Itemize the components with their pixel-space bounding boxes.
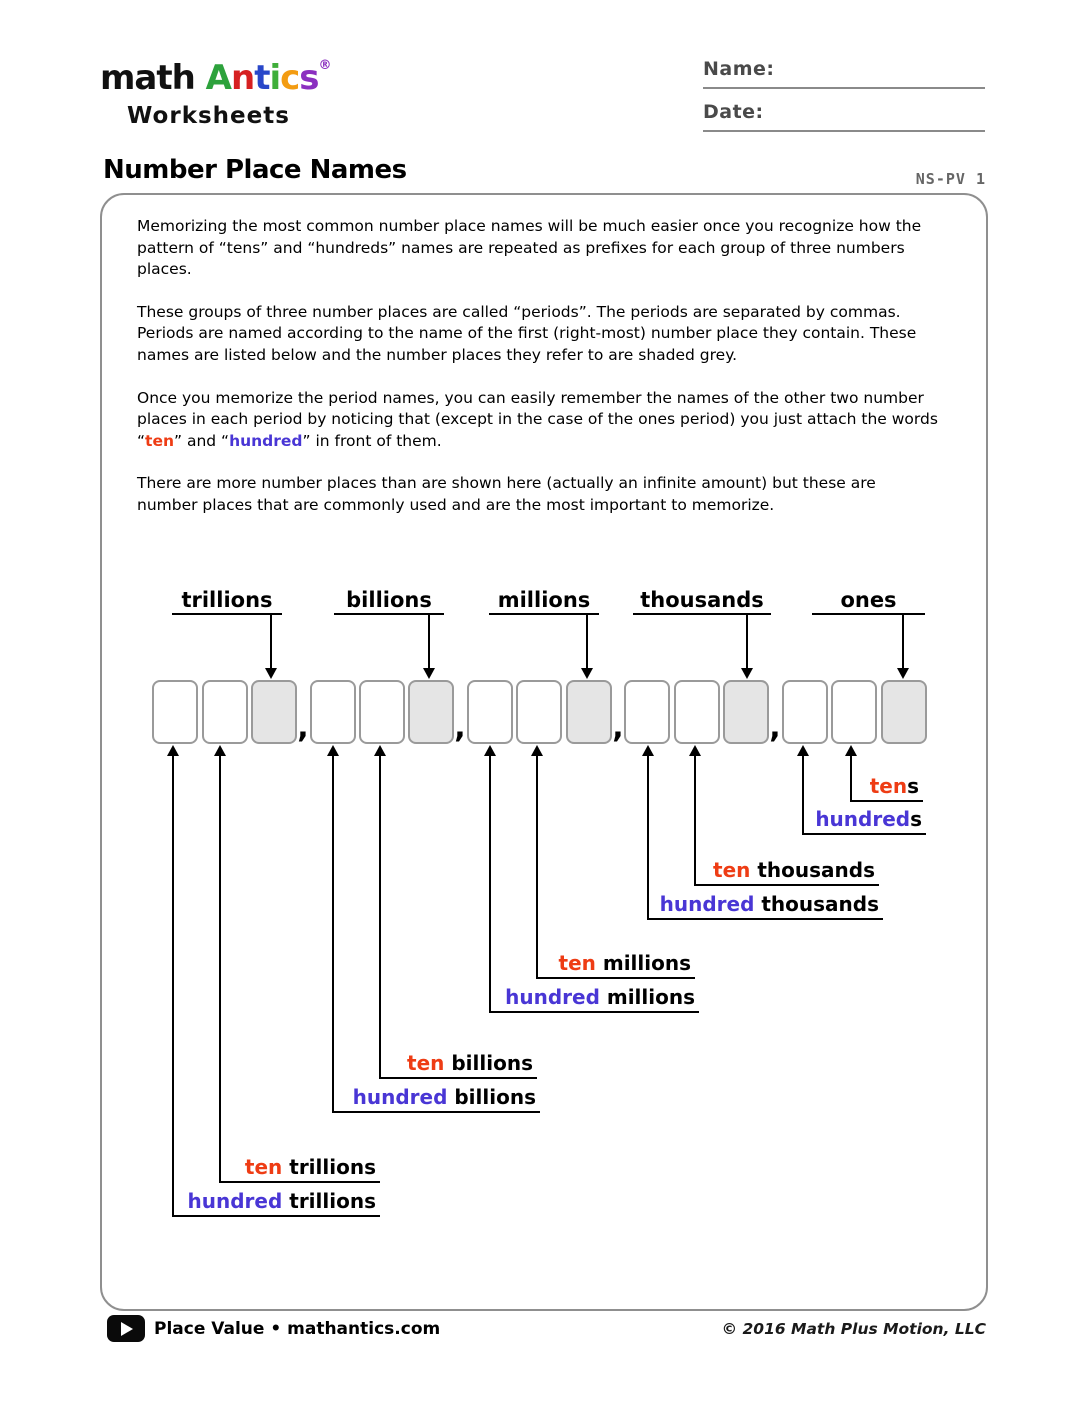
- up-arrowhead-icon: [689, 745, 701, 756]
- footer-label: Place Value • mathantics.com: [154, 1319, 441, 1339]
- comma-separator: ,: [612, 710, 624, 745]
- copyright: © 2016 Math Plus Motion, LLC: [721, 1320, 986, 1338]
- down-arrow: [902, 615, 904, 670]
- place-box-ones-shaded: [881, 680, 927, 744]
- place-box-ten-billions: [359, 680, 405, 744]
- up-arrow: [379, 756, 381, 1079]
- place-box-ten-trillions: [202, 680, 248, 744]
- up-arrowhead-icon: [642, 745, 654, 756]
- place-box-trillions-shaded: [251, 680, 297, 744]
- place-label-hundred-trillions: [173, 1187, 380, 1217]
- place-label-rest: trillions: [282, 1189, 376, 1213]
- name-label: Name:: [703, 58, 775, 80]
- hundred-word: hundred: [229, 431, 303, 450]
- place-label-tens: [851, 772, 923, 802]
- down-arrowhead-icon: [423, 668, 435, 679]
- place-box-hundred-billions: [310, 680, 356, 744]
- place-label-rest: billions: [447, 1085, 536, 1109]
- period-label-billions: [334, 584, 444, 615]
- down-arrow: [746, 615, 748, 670]
- up-arrowhead-icon: [214, 745, 226, 756]
- paragraph-3-text: Once you memorize the period names, you can easily remember the names of the other two number places in each period by noticing that (except in the case of the ones period) you just attach the words “: [137, 388, 938, 450]
- place-label-rest: millions: [599, 985, 695, 1009]
- comma-separator: ,: [769, 710, 781, 745]
- down-arrow: [586, 615, 588, 670]
- up-arrowhead-icon: [531, 745, 543, 756]
- place-box-millions-shaded: [566, 680, 612, 744]
- hundred-prefix: hundred: [187, 1189, 283, 1213]
- comma-separator: ,: [454, 710, 466, 745]
- place-box-hundred-trillions: [152, 680, 198, 744]
- place-label-hundred-billions: [333, 1083, 540, 1113]
- up-arrow: [536, 756, 538, 979]
- up-arrowhead-icon: [327, 745, 339, 756]
- place-label-rest: trillions: [282, 1155, 376, 1179]
- period-text: thousands: [640, 588, 764, 612]
- intro-text: [137, 216, 939, 538]
- paragraph-1: Memorizing the most common number place names will be much easier once you recognize how the pattern of “tens” and “hundreds” names are repeated as prefixes for each group of three numbers places.: [137, 217, 922, 279]
- hundred-prefix: hundred: [659, 892, 755, 916]
- down-arrowhead-icon: [897, 668, 909, 679]
- play-triangle-icon: [121, 1322, 133, 1336]
- down-arrowhead-icon: [581, 668, 593, 679]
- period-text: millions: [497, 588, 591, 612]
- ten-prefix: ten: [407, 1051, 445, 1075]
- period-label-ones: [812, 584, 925, 615]
- place-box-hundred-thousands: [624, 680, 670, 744]
- paragraph-3-text: ” and “: [174, 431, 230, 450]
- logo-letter: A: [205, 58, 231, 98]
- place-label-rest: thousands: [754, 892, 879, 916]
- place-label-ten-thousands: [695, 856, 879, 886]
- paragraph-4: There are more number places than are shown here (actually an infinite amount) but these are number places that are commonly used and are the most important to memorize.: [137, 474, 876, 514]
- period-label-millions: [489, 584, 599, 615]
- ten-word: ten: [145, 431, 174, 450]
- up-arrow: [489, 756, 491, 1013]
- place-label-hundred-thousands: [648, 890, 883, 920]
- logo-letter: c: [280, 58, 300, 98]
- up-arrow: [219, 756, 221, 1183]
- period-label-trillions: [172, 584, 282, 615]
- name-input-line[interactable]: [703, 58, 985, 89]
- paragraph-3-text: ” in front of them.: [302, 431, 442, 450]
- up-arrowhead-icon: [484, 745, 496, 756]
- logo-letter: i: [269, 58, 281, 98]
- place-box-ten-thousands: [674, 680, 720, 744]
- place-label-rest: thousands: [750, 858, 875, 882]
- ten-prefix: ten: [869, 774, 908, 798]
- math-antics-logo: [100, 58, 331, 98]
- hundred-prefix: hundred: [505, 985, 600, 1009]
- period-text: ones: [840, 588, 897, 612]
- logo-letter: n: [231, 58, 255, 98]
- up-arrowhead-icon: [845, 745, 857, 756]
- comma-separator: ,: [297, 710, 309, 745]
- hundred-prefix: hundred: [352, 1085, 448, 1109]
- logo-letter: s: [299, 58, 319, 98]
- up-arrowhead-icon: [167, 745, 179, 756]
- period-label-thousands: [633, 584, 771, 615]
- up-arrowhead-icon: [797, 745, 809, 756]
- down-arrow: [270, 615, 272, 670]
- hundred-prefix: hundred: [815, 807, 911, 831]
- place-label-hundreds: [803, 805, 926, 835]
- place-label-ten-millions: [537, 949, 695, 979]
- down-arrowhead-icon: [741, 668, 753, 679]
- registered-mark-icon: ®: [318, 58, 331, 73]
- place-label-hundred-millions: [490, 983, 699, 1013]
- page-title: Number Place Names: [103, 155, 407, 185]
- up-arrow: [332, 756, 334, 1113]
- place-box-billions-shaded: [408, 680, 454, 744]
- paragraph-2: These groups of three number places are called “periods”. The periods are separated by commas. Periods are named according to the name of the first (right-most) number place they contain. These names are listed below and the number places they refer to are shaded grey.: [137, 302, 917, 364]
- period-text: trillions: [181, 588, 273, 612]
- up-arrow: [172, 756, 174, 1217]
- place-box-hundreds: [782, 680, 828, 744]
- place-label-rest: s: [907, 774, 919, 798]
- ten-prefix: ten: [244, 1155, 283, 1179]
- place-box-ten-millions: [516, 680, 562, 744]
- place-label-rest: millions: [595, 951, 691, 975]
- date-label: Date:: [703, 101, 764, 123]
- place-label-rest: s: [910, 807, 922, 831]
- place-box-hundred-millions: [467, 680, 513, 744]
- down-arrowhead-icon: [265, 668, 277, 679]
- place-label-ten-trillions: [220, 1153, 380, 1183]
- down-arrow: [428, 615, 430, 670]
- date-input-line[interactable]: [703, 101, 985, 132]
- place-box-tens: [831, 680, 877, 744]
- up-arrowhead-icon: [374, 745, 386, 756]
- logo-letter: t: [254, 58, 270, 98]
- logo-word-math: math: [100, 58, 206, 98]
- paragraph-3: [137, 388, 939, 453]
- ten-prefix: ten: [713, 858, 751, 882]
- play-button-icon: [107, 1315, 145, 1342]
- logo-subtitle: Worksheets: [127, 103, 290, 129]
- place-box-thousands-shaded: [723, 680, 769, 744]
- period-text: billions: [346, 588, 432, 612]
- place-label-ten-billions: [380, 1049, 537, 1079]
- doc-code: NS-PV 1: [915, 170, 986, 188]
- place-label-rest: billions: [444, 1051, 533, 1075]
- ten-prefix: ten: [558, 951, 596, 975]
